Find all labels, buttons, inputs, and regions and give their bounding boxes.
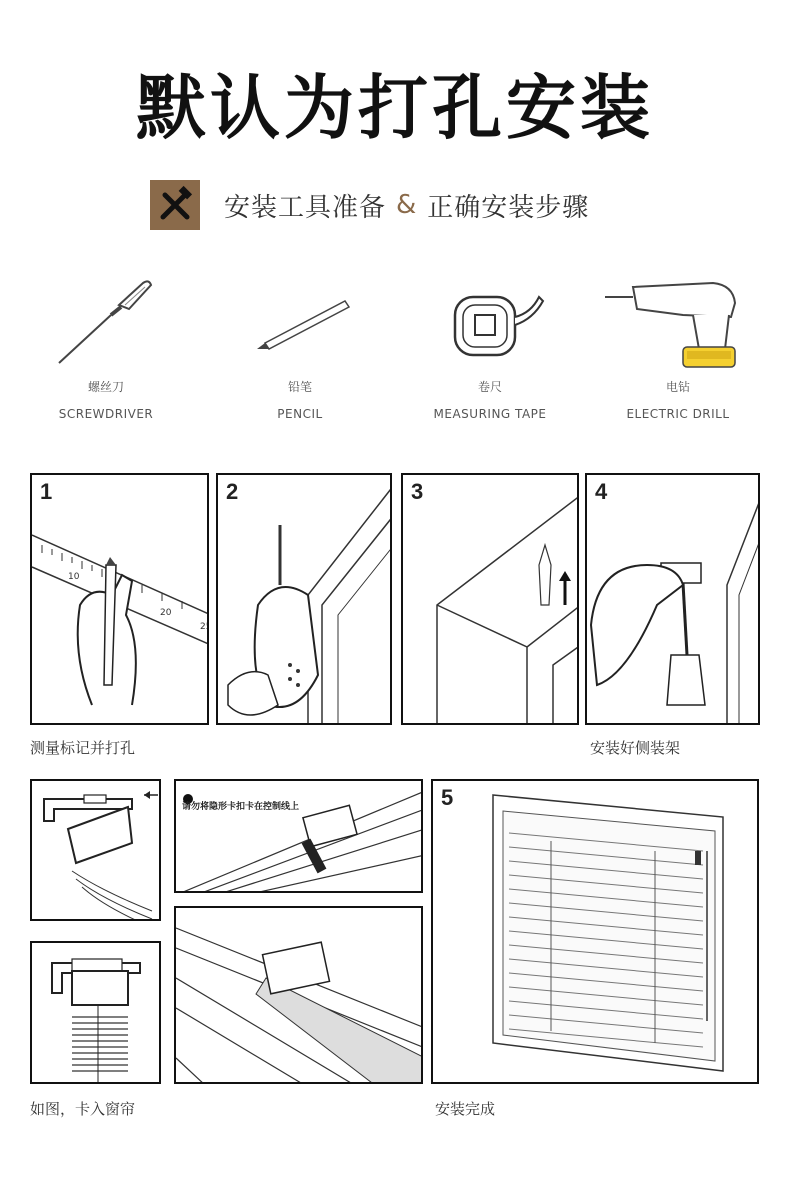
drill-icon xyxy=(603,275,753,370)
rail-clip-illustration xyxy=(176,781,423,893)
clip-panel-bottom xyxy=(30,941,161,1084)
tool-en-label: MEASURING TAPE xyxy=(433,407,547,421)
tools-icon xyxy=(150,180,200,230)
caption-measure: 测量标记并打孔 xyxy=(30,739,136,757)
page-title: 默认为打孔安装 xyxy=(136,67,654,149)
step-number: 3 xyxy=(411,479,424,504)
caption-clip-in: 如图，卡入窗帘 xyxy=(30,1100,136,1118)
tool-en-label: SCREWDRIVER xyxy=(58,407,154,421)
clip-warning-panel xyxy=(174,779,423,893)
rail-clip-panel xyxy=(174,906,423,1084)
step-number: 1 xyxy=(40,479,53,504)
blind-clip-illustration xyxy=(32,943,161,1084)
tool-cn-label: 卷尺 xyxy=(477,380,502,394)
tool-drill xyxy=(588,275,768,421)
rail-closeup-illustration xyxy=(176,908,423,1084)
step-number: 5 xyxy=(441,785,454,810)
tool-en-label: PENCIL xyxy=(277,407,323,421)
step-number: 2 xyxy=(226,479,239,504)
tool-screwdriver xyxy=(16,275,196,421)
ruler-tick-25: 25 xyxy=(200,622,211,632)
drill-illustration xyxy=(218,475,392,725)
wall-anchor-illustration xyxy=(403,475,579,725)
caption-side-bracket: 安装好侧装架 xyxy=(590,739,681,757)
clip-insert-illustration xyxy=(32,781,161,921)
tool-cn-label: 电钻 xyxy=(665,380,690,394)
caption-complete: 安装完成 xyxy=(435,1100,496,1118)
clip-panel-top xyxy=(30,779,161,921)
ruler-tick-20: 20 xyxy=(160,608,172,618)
screw-bracket-illustration xyxy=(587,475,760,725)
measure-illustration xyxy=(32,475,209,725)
subheader-amp: & xyxy=(396,190,418,220)
step-number: 4 xyxy=(595,479,608,504)
step-4-panel xyxy=(585,473,760,725)
tool-cn-label: 铅笔 xyxy=(287,380,312,394)
section-subheader xyxy=(150,180,589,230)
step-5-panel xyxy=(431,779,759,1084)
pencil-icon xyxy=(245,275,355,370)
tool-en-label: ELECTRIC DRILL xyxy=(626,407,730,421)
subheader-left: 安装工具准备 xyxy=(224,192,387,223)
screwdriver-icon xyxy=(51,275,161,370)
tool-pencil xyxy=(210,275,390,421)
tool-tape xyxy=(400,275,580,421)
ruler-tick-10: 10 xyxy=(68,572,80,582)
finished-blind-illustration xyxy=(433,781,759,1084)
warning-notice: 请勿将隐形卡扣卡在控制线上 xyxy=(182,802,300,812)
tool-cn-label: 螺丝刀 xyxy=(87,380,124,394)
tape-measure-icon xyxy=(435,275,545,370)
step-3-panel xyxy=(401,473,579,725)
step-1-panel xyxy=(30,473,209,725)
step-2-panel xyxy=(216,473,392,725)
subheader-right: 正确安装步骤 xyxy=(427,192,590,223)
